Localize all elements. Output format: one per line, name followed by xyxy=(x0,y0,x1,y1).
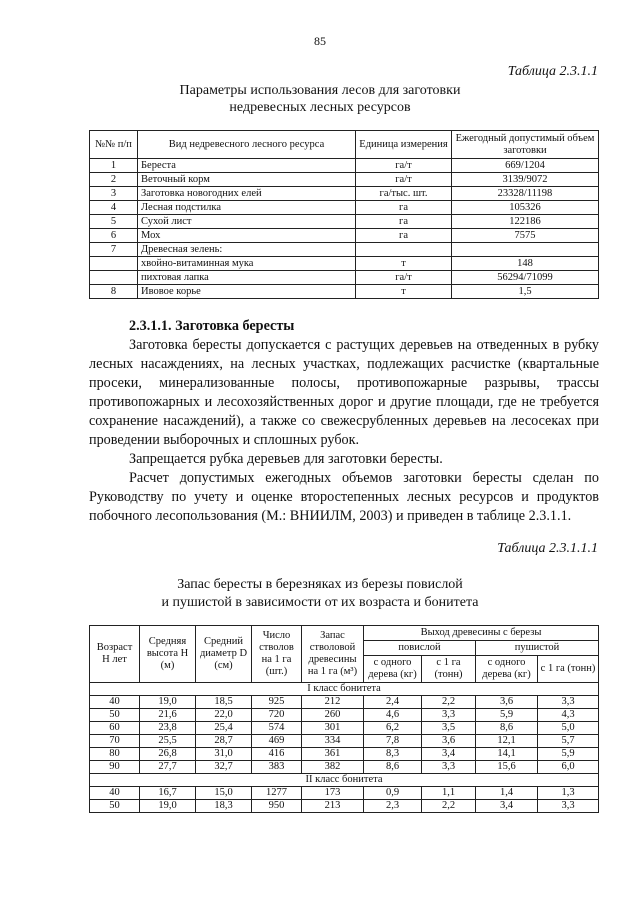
table-cell: 70 xyxy=(90,735,140,748)
table-cell: 361 xyxy=(302,748,364,761)
annual-volume: 7575 xyxy=(452,229,599,243)
table-row xyxy=(90,271,599,285)
table-cell: 173 xyxy=(302,787,364,800)
table-cell: 18,5 xyxy=(196,696,252,709)
col-header-unit: Единица измерения xyxy=(356,131,452,159)
unit xyxy=(356,243,452,257)
row-number: 1 xyxy=(90,159,138,173)
table-cell: 2,2 xyxy=(422,800,476,813)
annual-volume xyxy=(452,243,599,257)
table-cell: 301 xyxy=(302,722,364,735)
table-cell: 574 xyxy=(252,722,302,735)
table-cell: 5,9 xyxy=(476,709,538,722)
annual-volume: 105326 xyxy=(452,201,599,215)
resource-name: Ивовое корье xyxy=(138,285,356,299)
table-row xyxy=(90,257,599,271)
table-row xyxy=(90,187,599,201)
table-row xyxy=(90,243,599,257)
birch-bark-table xyxy=(89,625,599,813)
table-cell: 25,4 xyxy=(196,722,252,735)
col-header-pendula: повислой xyxy=(364,641,476,656)
table-cell: 1277 xyxy=(252,787,302,800)
table-cell: 1,4 xyxy=(476,787,538,800)
resource-name: Лесная подстилка xyxy=(138,201,356,215)
table-cell: 14,1 xyxy=(476,748,538,761)
unit: т xyxy=(356,257,452,271)
table-cell: 16,7 xyxy=(140,787,196,800)
table-row xyxy=(90,735,599,748)
table-cell: 6,0 xyxy=(538,761,599,774)
table-row xyxy=(90,722,599,735)
unit: га xyxy=(356,229,452,243)
paragraph-3: Расчет допустимых ежегодных объемов заготовки бересты сделан по Руководству по учету и оценке второстепенных лесных ресурсов и продуктов побочного лесопользования (М.: ВНИИЛМ, 2003) и приведен в таблице 2.3.1.1. xyxy=(89,470,599,524)
table-cell: 25,5 xyxy=(140,735,196,748)
section-text xyxy=(89,317,599,526)
table-cell: 4,6 xyxy=(364,709,422,722)
table2-title-line1: Запас бересты в березняках из березы повислой xyxy=(177,577,463,592)
table-cell: 23,8 xyxy=(140,722,196,735)
resource-name: Сухой лист xyxy=(138,215,356,229)
table-cell: 5,0 xyxy=(538,722,599,735)
table-cell: 1,3 xyxy=(538,787,599,800)
table-cell: 40 xyxy=(90,787,140,800)
col-header-age: Возраст Н лет xyxy=(90,626,140,683)
col-header-pendula-tree: с одного дерева (кг) xyxy=(364,656,422,683)
table-cell: 21,6 xyxy=(140,709,196,722)
table-cell: 3,5 xyxy=(422,722,476,735)
table-cell: 31,0 xyxy=(196,748,252,761)
table-cell: 15,0 xyxy=(196,787,252,800)
resources-table xyxy=(89,130,599,299)
table-cell: 7,8 xyxy=(364,735,422,748)
col-header-pubescens: пушистой xyxy=(476,641,599,656)
table1-title-line1: Параметры использования лесов для заготовки xyxy=(179,83,461,98)
site-class-label: II класс бонитета xyxy=(90,774,599,787)
table-row xyxy=(90,229,599,243)
table-cell: 26,8 xyxy=(140,748,196,761)
resource-name: Веточный корм xyxy=(138,173,356,187)
row-number xyxy=(90,257,138,271)
table-cell: 3,6 xyxy=(422,735,476,748)
table-row xyxy=(90,159,599,173)
col-header-pendula-ha: с 1 га (тонн) xyxy=(422,656,476,683)
table-cell: 80 xyxy=(90,748,140,761)
resource-name: Древесная зелень: xyxy=(138,243,356,257)
table1-caption: Таблица 2.3.1.1 xyxy=(507,64,598,79)
table-cell: 3,3 xyxy=(538,696,599,709)
table-cell: 416 xyxy=(252,748,302,761)
table-cell: 382 xyxy=(302,761,364,774)
col-header-volume: Ежегодный допустимый объем заготовки xyxy=(452,131,599,159)
resource-name: Заготовка новогодних елей xyxy=(138,187,356,201)
row-number: 6 xyxy=(90,229,138,243)
table-cell: 3,4 xyxy=(422,748,476,761)
table-cell: 90 xyxy=(90,761,140,774)
col-header-stem-count: Число стволов на 1 га (шт.) xyxy=(252,626,302,683)
table-cell: 50 xyxy=(90,709,140,722)
table-cell: 50 xyxy=(90,800,140,813)
unit: га/т xyxy=(356,173,452,187)
table-cell: 5,7 xyxy=(538,735,599,748)
table-cell: 3,3 xyxy=(422,709,476,722)
class-row xyxy=(90,774,599,787)
table-cell: 2,2 xyxy=(422,696,476,709)
annual-volume: 669/1204 xyxy=(452,159,599,173)
table-row xyxy=(90,173,599,187)
table-cell: 2,3 xyxy=(364,800,422,813)
unit: га xyxy=(356,201,452,215)
annual-volume: 122186 xyxy=(452,215,599,229)
resource-name: Мох xyxy=(138,229,356,243)
col-header-stock: Запас стволовой древесины на 1 га (м³) xyxy=(302,626,364,683)
annual-volume: 1,5 xyxy=(452,285,599,299)
table-cell: 27,7 xyxy=(140,761,196,774)
paragraph-1: Заготовка бересты допускается с растущих деревьев на отведенных в рубку лесных насаждениях, на лесных участках, подлежащих расчистке (квартальные просеки, минерализованные полосы, противопожарные разрывы, трассы противопожарных и лесохозяйственных дорог и другие площади, где не требуется сохранение насаждений), а также со свежесрубленных деревьев на лесосеках при проведении выборочных и сплошных рубок. xyxy=(89,337,599,448)
unit: га/т xyxy=(356,159,452,173)
table-cell: 383 xyxy=(252,761,302,774)
table2-title-line2: и пушистой в зависимости от их возраста и бонитета xyxy=(161,595,479,610)
table-cell: 5,9 xyxy=(538,748,599,761)
resource-name: Береста xyxy=(138,159,356,173)
table-cell: 720 xyxy=(252,709,302,722)
table-cell: 3,4 xyxy=(476,800,538,813)
resource-name: хвойно-витаминная мука xyxy=(138,257,356,271)
table-cell: 334 xyxy=(302,735,364,748)
annual-volume: 148 xyxy=(452,257,599,271)
annual-volume: 56294/71099 xyxy=(452,271,599,285)
col-header-number: №№ п/п xyxy=(90,131,138,159)
row-number: 7 xyxy=(90,243,138,257)
row-number: 2 xyxy=(90,173,138,187)
table-row xyxy=(90,285,599,299)
table-cell: 3,3 xyxy=(422,761,476,774)
table-cell: 0,9 xyxy=(364,787,422,800)
unit: га/тыс. шт. xyxy=(356,187,452,201)
table-cell: 6,2 xyxy=(364,722,422,735)
table-cell: 8,3 xyxy=(364,748,422,761)
table-row xyxy=(90,696,599,709)
table-cell: 2,4 xyxy=(364,696,422,709)
col-header-pubescens-tree: с одного дерева (кг) xyxy=(476,656,538,683)
table-cell: 8,6 xyxy=(364,761,422,774)
table-cell: 950 xyxy=(252,800,302,813)
row-number: 8 xyxy=(90,285,138,299)
table1-title-line2: недревесных лесных ресурсов xyxy=(229,100,411,115)
table-cell: 4,3 xyxy=(538,709,599,722)
table-cell: 12,1 xyxy=(476,735,538,748)
table-cell: 260 xyxy=(302,709,364,722)
table-cell: 15,6 xyxy=(476,761,538,774)
annual-volume: 3139/9072 xyxy=(452,173,599,187)
table-cell: 19,0 xyxy=(140,696,196,709)
unit: га/т xyxy=(356,271,452,285)
page-number: 85 xyxy=(314,34,326,48)
unit: т xyxy=(356,285,452,299)
col-header-diameter: Средний диаметр D (см) xyxy=(196,626,252,683)
table-row xyxy=(90,787,599,800)
table-cell: 3,6 xyxy=(476,696,538,709)
col-header-height: Средняя высота Н (м) xyxy=(140,626,196,683)
table-cell: 469 xyxy=(252,735,302,748)
annual-volume: 23328/11198 xyxy=(452,187,599,201)
table-cell: 8,6 xyxy=(476,722,538,735)
table-cell: 40 xyxy=(90,696,140,709)
row-number: 4 xyxy=(90,201,138,215)
col-header-resource: Вид недревесного лесного ресурса xyxy=(138,131,356,159)
col-header-yield: Выход древесины с березы xyxy=(364,626,599,641)
table-cell: 32,7 xyxy=(196,761,252,774)
table-cell: 1,1 xyxy=(422,787,476,800)
table-row xyxy=(90,748,599,761)
row-number: 5 xyxy=(90,215,138,229)
class-row xyxy=(90,683,599,696)
table-row xyxy=(90,709,599,722)
table-cell: 19,0 xyxy=(140,800,196,813)
table-row xyxy=(90,215,599,229)
resource-name: пихтовая лапка xyxy=(138,271,356,285)
resources-table-header xyxy=(90,131,599,159)
section-heading: 2.3.1.1. Заготовка бересты xyxy=(129,318,295,334)
table-cell: 925 xyxy=(252,696,302,709)
table-cell: 3,3 xyxy=(538,800,599,813)
unit: га xyxy=(356,215,452,229)
table-cell: 28,7 xyxy=(196,735,252,748)
paragraph-2: Запрещается рубка деревьев для заготовки бересты. xyxy=(129,451,443,467)
table-cell: 60 xyxy=(90,722,140,735)
table-row xyxy=(90,761,599,774)
table-row xyxy=(90,201,599,215)
site-class-label: I класс бонитета xyxy=(90,683,599,696)
table-cell: 213 xyxy=(302,800,364,813)
table-cell: 212 xyxy=(302,696,364,709)
table-cell: 18,3 xyxy=(196,800,252,813)
table-row xyxy=(90,800,599,813)
table2-caption: Таблица 2.3.1.1.1 xyxy=(497,541,598,556)
row-number xyxy=(90,271,138,285)
col-header-pubescens-ha: с 1 га (тонн) xyxy=(538,656,599,683)
row-number: 3 xyxy=(90,187,138,201)
table-cell: 22,0 xyxy=(196,709,252,722)
